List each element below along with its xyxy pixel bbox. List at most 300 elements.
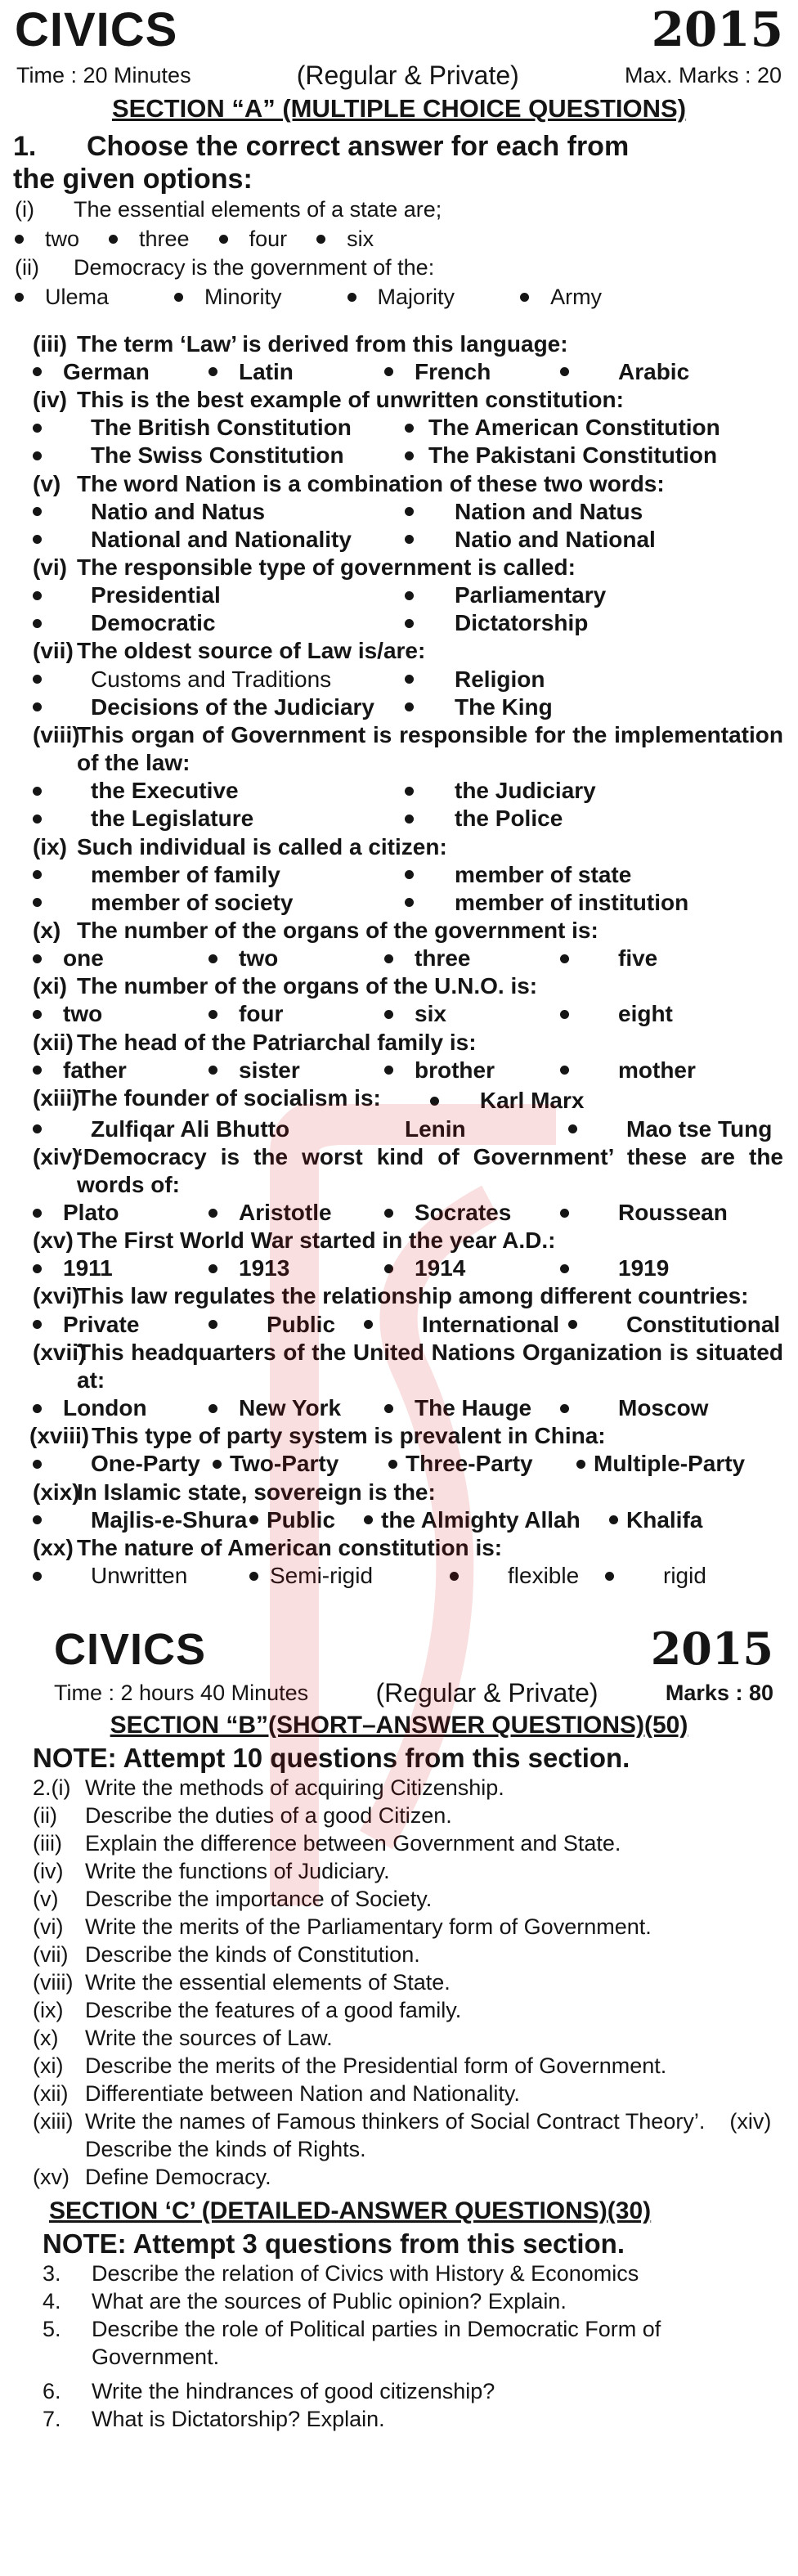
bullet-icon: [450, 1572, 459, 1581]
bullet-icon: [405, 815, 414, 824]
section-b-heading: SECTION “B”(SHORT–ANSWER QUESTIONS)(50): [110, 1712, 688, 1739]
bullet-icon: [384, 1264, 393, 1273]
mcq-item: [0, 1029, 798, 1057]
option: National and Nationality: [33, 526, 405, 554]
bullet-icon: [33, 1010, 42, 1019]
item-text: The founder of socialism is: Karl Marx: [77, 1084, 798, 1115]
item-number: (v): [33, 1887, 59, 1912]
item-number: (viii): [33, 1970, 74, 1995]
item-number: (vi): [33, 554, 67, 580]
bullet-icon: [33, 787, 42, 796]
marks-label: Marks : 80: [665, 1681, 773, 1706]
bullet-icon: [33, 367, 42, 376]
bullet-icon: [109, 235, 118, 244]
mcq-item: [0, 1422, 798, 1450]
item-text: Write the methods of acquiring Citizenship.: [85, 1775, 504, 1801]
option: The Hauge: [384, 1394, 560, 1422]
bullet-icon: [33, 535, 42, 544]
option: sister: [208, 1057, 384, 1084]
item-number: 3.: [43, 2261, 61, 2287]
bullet-icon: [316, 235, 325, 244]
question-1-heading: [0, 130, 798, 195]
bullet-icon: [405, 535, 414, 544]
options-row: [0, 1450, 798, 1478]
option: Three-Party: [388, 1450, 576, 1478]
option: German: [33, 358, 208, 386]
bullet-icon: [249, 1515, 258, 1524]
item-number: (xvi): [33, 1283, 80, 1309]
bullet-icon: [384, 1066, 393, 1075]
option: Nation and Natus: [405, 498, 643, 526]
item-number: (xiii): [33, 1084, 80, 1111]
item-text: Write the merits of the Parliamentary form of Government.: [85, 1914, 652, 1940]
item-number: (vi): [33, 1914, 64, 1940]
bullet-icon: [33, 424, 42, 433]
option: the Police: [405, 805, 563, 832]
item-text: Write the names of Famous thinkers of Social Contract Theory’. (xiv) Describe the kinds of Rights.: [85, 2109, 778, 2162]
option: Ulema: [15, 283, 109, 312]
item-number: 2.(i): [33, 1775, 71, 1801]
item-number: 5.: [43, 2317, 61, 2342]
options-row: [0, 1057, 798, 1084]
item-text: Describe the importance of Society.: [85, 1887, 433, 1912]
bullet-icon: [213, 1460, 222, 1469]
options-row: [0, 283, 798, 312]
question-item: [0, 2024, 798, 2052]
mcq-item: [0, 1227, 798, 1254]
bullet-icon: [405, 619, 414, 628]
item-text: What are the sources of Public opinion? Explain.: [92, 2289, 567, 2314]
item-number: (xii): [33, 2081, 69, 2107]
question-item: [0, 2377, 798, 2405]
item-text: ‘Democracy is the worst kind of Government’ these are the words of:: [77, 1143, 783, 1197]
mcq-item: [0, 833, 798, 861]
question-item: [0, 2163, 798, 2191]
bullet-icon: [208, 1209, 217, 1218]
item-text: What is Dictatorship? Explain.: [92, 2407, 385, 2432]
bullet-icon: [605, 1572, 614, 1581]
option: Zulfiqar Ali Bhutto: [33, 1115, 405, 1143]
bullet-icon: [33, 675, 42, 684]
item-text: Describe the merits of the Presidential form of Government.: [85, 2053, 667, 2079]
option: eight: [560, 1000, 673, 1028]
option: Dictatorship: [405, 609, 588, 637]
item-number: (xx): [33, 1534, 74, 1560]
question-item: [0, 1968, 798, 1996]
option: father: [33, 1057, 208, 1084]
options-row: [0, 1199, 798, 1227]
bullet-icon: [33, 1066, 42, 1075]
mcq-item: [0, 1084, 798, 1115]
bullet-icon: [15, 293, 24, 302]
item-number: (iv): [33, 1859, 64, 1884]
question-item: [0, 1996, 798, 2024]
bullet-icon: [430, 1097, 439, 1106]
option: The Pakistani Constitution: [405, 442, 717, 469]
question-item: [0, 2260, 798, 2287]
option: Latin: [208, 358, 384, 386]
options-row: [0, 581, 798, 637]
item-number: (xix): [33, 1479, 80, 1505]
bullet-icon: [568, 1320, 577, 1329]
paper-2-meta: [0, 1678, 798, 1708]
item-number: (x): [33, 2026, 59, 2051]
bullet-icon: [576, 1460, 585, 1469]
options-row: [0, 1506, 798, 1534]
item-text: Describe the duties of a good Citizen.: [85, 1803, 452, 1829]
option: Constitutional: [568, 1311, 780, 1339]
option: member of family: [33, 861, 405, 889]
item-number: (i): [15, 197, 34, 222]
item-text: Describe the kinds of Constitution.: [85, 1942, 420, 1968]
option: The American Constitution: [405, 414, 720, 442]
item-number: (ix): [33, 833, 67, 859]
item-text: In Islamic state, sovereign is the:: [77, 1479, 436, 1505]
question-item: [0, 2107, 798, 2163]
option: one: [33, 945, 208, 972]
item-number: (iii): [33, 330, 67, 357]
item-text: The number of the organs of the government is:: [77, 918, 598, 943]
bullet-icon: [33, 815, 42, 824]
question-item: [0, 1913, 798, 1941]
question-item: [0, 2080, 798, 2107]
option: rigid: [605, 1562, 706, 1590]
option: mother: [560, 1057, 696, 1084]
item-text: This law regulates the relationship among different countries:: [77, 1283, 749, 1309]
bullet-icon: [364, 1515, 373, 1524]
exam-year: 2015: [650, 1622, 773, 1676]
option: flexible: [450, 1562, 605, 1590]
bullet-icon: [33, 1515, 42, 1524]
mcq-item: [0, 1282, 798, 1310]
option: Presidential: [33, 581, 405, 609]
option: member of institution: [405, 889, 688, 917]
item-text: Such individual is called a citizen:: [77, 833, 447, 859]
bullet-icon: [208, 1066, 217, 1075]
bullet-icon: [384, 1010, 393, 1019]
bullet-icon: [174, 293, 183, 302]
option: the Legislature: [33, 805, 405, 832]
bullet-icon: [560, 1209, 569, 1218]
item-number: 4.: [43, 2289, 61, 2314]
item-text: This type of party system is prevalent in China:: [92, 1423, 606, 1449]
bullet-icon: [560, 1404, 569, 1413]
item-number: (xv): [33, 2165, 69, 2190]
exam-type: (Regular & Private): [375, 1678, 598, 1708]
item-text: Democracy is the government of the:: [74, 255, 435, 280]
bullet-icon: [384, 954, 393, 963]
item-number: (viii): [33, 721, 80, 747]
mcq-block-2: [0, 330, 798, 1590]
option: 1914: [384, 1254, 560, 1282]
option: Army: [520, 283, 602, 312]
item-number: 6.: [43, 2379, 61, 2404]
bullet-icon: [347, 293, 356, 302]
item-text: The term ‘Law’ is derived from this language:: [77, 330, 568, 357]
detailed-answer-list: [0, 2260, 798, 2433]
mcq-block-1: [0, 195, 798, 312]
bullet-icon: [33, 870, 42, 879]
bullet-icon: [33, 451, 42, 460]
options-row: [0, 861, 798, 917]
option: member of state: [405, 861, 631, 889]
section-b-note: NOTE: Attempt 10 questions from this section.: [33, 1743, 630, 1774]
bullet-icon: [520, 293, 529, 302]
mcq-item: [0, 554, 798, 581]
option: the Judiciary: [405, 777, 596, 805]
option: Unwritten: [33, 1562, 249, 1590]
option: International: [364, 1311, 568, 1339]
marks-label: Max. Marks : 20: [624, 63, 782, 88]
bullet-icon: [384, 1404, 393, 1413]
option: six: [316, 225, 374, 254]
bullet-icon: [560, 1010, 569, 1019]
options-row: [0, 1000, 798, 1028]
item-text: Explain the difference between Government and State.: [85, 1831, 621, 1856]
mcq-item: [0, 386, 798, 414]
option: Majlis-e-Shura: [33, 1506, 249, 1534]
item-text: Write the functions of Judiciary.: [85, 1859, 390, 1884]
option: the Executive: [33, 777, 405, 805]
bullet-icon: [364, 1320, 373, 1329]
question-item: [0, 1829, 798, 1857]
bullet-icon: [33, 898, 42, 907]
options-row: [0, 1311, 798, 1339]
option: Democratic: [33, 609, 405, 637]
option: Roussean: [560, 1199, 728, 1227]
item-text: The responsible type of government is called:: [77, 554, 576, 580]
paper-2: [0, 1622, 798, 2433]
bullet-icon: [609, 1515, 618, 1524]
bullet-icon: [208, 367, 217, 376]
bullet-icon: [33, 591, 42, 600]
question-item: [0, 1857, 798, 1885]
option: two: [15, 225, 79, 254]
item-number: (vii): [33, 638, 74, 664]
option: Decisions of the Judiciary: [33, 693, 405, 721]
item-number: 7.: [43, 2407, 61, 2432]
mcq-item: [0, 972, 798, 1000]
item-number: (xi): [33, 2053, 64, 2079]
item-number: (ii): [33, 1803, 57, 1829]
option: Public: [249, 1506, 364, 1534]
option: The King: [405, 693, 553, 721]
bullet-icon: [33, 1264, 42, 1273]
bullet-icon: [33, 1404, 42, 1413]
option: six: [384, 1000, 560, 1028]
bullet-icon: [33, 1124, 42, 1133]
item-text: The nature of American constitution is:: [77, 1534, 503, 1560]
question-item: [0, 2315, 798, 2371]
option: brother: [384, 1057, 560, 1084]
mcq-item: [0, 1479, 798, 1506]
item-number: (vii): [33, 1942, 69, 1968]
item-number: (xviii): [29, 1423, 90, 1449]
option: Religion: [405, 666, 545, 693]
option: Arabic: [560, 358, 689, 386]
mcq-item: [0, 1534, 798, 1562]
options-row: [0, 498, 798, 554]
item-text: The oldest source of Law is/are:: [77, 638, 426, 664]
bullet-icon: [560, 1264, 569, 1273]
option: Semi-rigid: [249, 1562, 450, 1590]
option: Natio and National: [405, 526, 656, 554]
options-row: [0, 1254, 798, 1282]
item-text: Differentiate between Nation and Nationality.: [85, 2081, 520, 2107]
item-text: This is the best example of unwritten constitution:: [77, 387, 624, 413]
mcq-item: [0, 470, 798, 498]
option: The Swiss Constitution: [33, 442, 405, 469]
time-label: Time : 2 hours 40 Minutes: [54, 1681, 309, 1706]
option: Parliamentary: [405, 581, 606, 609]
bullet-icon: [208, 1404, 217, 1413]
mcq-item: [0, 330, 798, 358]
exam-type: (Regular & Private): [296, 61, 519, 90]
section-c-heading: SECTION ‘C’ (DETAILED-ANSWER QUESTIONS)(30): [49, 2197, 652, 2225]
option: 1919: [560, 1254, 669, 1282]
option: three: [384, 945, 560, 972]
question-item: [0, 2052, 798, 2080]
option: Karl Marx: [430, 1087, 585, 1115]
item-number: (iii): [33, 1831, 62, 1856]
item-text: The head of the Patriarchal family is:: [77, 1029, 477, 1055]
option: One-Party: [33, 1450, 213, 1478]
option: four: [208, 1000, 384, 1028]
option: 1913: [208, 1254, 384, 1282]
item-text: Write the sources of Law.: [85, 2026, 333, 2051]
bullet-icon: [405, 591, 414, 600]
bullet-icon: [33, 1460, 42, 1469]
bullet-icon: [208, 1264, 217, 1273]
bullet-icon: [33, 619, 42, 628]
question-text-cont: the given options:: [13, 164, 253, 195]
question-item: [0, 1941, 798, 1968]
bullet-icon: [33, 1209, 42, 1218]
option: London: [33, 1394, 208, 1422]
bullet-icon: [560, 367, 569, 376]
item-text: Write the hindrances of good citizenship?: [92, 2379, 495, 2404]
option: Minority: [174, 283, 282, 312]
bullet-icon: [15, 235, 24, 244]
options-row: [0, 945, 798, 972]
item-number: (xv): [33, 1227, 74, 1254]
options-row: [0, 358, 798, 386]
option: Private: [33, 1311, 208, 1339]
option: Majority: [347, 283, 455, 312]
mcq-item: [0, 254, 798, 283]
bullet-icon: [33, 954, 42, 963]
bullet-icon: [568, 1124, 577, 1133]
options-row: [0, 1562, 798, 1590]
paper-2-title-row: [0, 1622, 798, 1675]
option: Socrates: [384, 1199, 560, 1227]
item-text: Describe the features of a good family.: [85, 1998, 462, 2023]
paper-1-title-row: [0, 0, 798, 57]
options-row: [0, 1394, 798, 1422]
item-text: Define Democracy.: [85, 2165, 271, 2190]
option: Khalifa: [609, 1506, 702, 1534]
item-number: (xiii): [33, 2109, 74, 2134]
options-row: [0, 225, 798, 254]
option: Multiple-Party: [576, 1450, 745, 1478]
option: two: [208, 945, 384, 972]
bullet-icon: [405, 870, 414, 879]
bullet-icon: [384, 1209, 393, 1218]
section-a-heading: SECTION “A” (MULTIPLE CHOICE QUESTIONS): [111, 94, 687, 123]
item-number: (v): [33, 470, 61, 496]
item-text: The word Nation is a combination of these two words:: [77, 470, 665, 496]
option: three: [109, 225, 190, 254]
bullet-icon: [219, 235, 228, 244]
option: Mao tse Tung: [568, 1115, 772, 1143]
options-row: [0, 414, 798, 469]
question-item: [0, 1802, 798, 1829]
question-number: 1.: [13, 131, 37, 162]
bullet-icon: [208, 1010, 217, 1019]
item-number: (xiv): [33, 1143, 80, 1169]
item-text: This headquarters of the United Nations Organization is situated at:: [77, 1339, 783, 1393]
option: Moscow: [560, 1394, 708, 1422]
option: Public: [208, 1311, 364, 1339]
option: French: [384, 358, 560, 386]
bullet-icon: [405, 787, 414, 796]
bullet-icon: [405, 675, 414, 684]
item-number: (xvii): [33, 1339, 87, 1365]
options-row: [0, 666, 798, 721]
subject-title: CIVICS: [54, 1625, 207, 1675]
bullet-icon: [33, 1320, 42, 1329]
item-text: Write the essential elements of State.: [85, 1970, 451, 1995]
item-number: (x): [33, 918, 61, 943]
option: Natio and Natus: [33, 498, 405, 526]
mcq-item: [0, 917, 798, 945]
mcq-item: [0, 1143, 798, 1199]
option: The British Constitution: [33, 414, 405, 442]
section-c-note: NOTE: Attempt 3 questions from this section.: [43, 2228, 625, 2260]
exam-year: 2015: [651, 2, 783, 57]
option: 1911: [33, 1254, 208, 1282]
bullet-icon: [208, 1320, 217, 1329]
item-text: This organ of Government is responsible for the implementation of the law:: [77, 721, 783, 776]
question-item: [0, 1885, 798, 1913]
bullet-icon: [405, 424, 414, 433]
option: Aristotle: [208, 1199, 384, 1227]
option: two: [33, 1000, 208, 1028]
option: Two-Party: [213, 1450, 388, 1478]
bullet-icon: [208, 954, 217, 963]
bullet-icon: [33, 702, 42, 711]
short-answer-list: [0, 1774, 798, 2191]
option: Plato: [33, 1199, 208, 1227]
question-item: [0, 1774, 798, 1802]
item-text: Describe the relation of Civics with History & Economics: [92, 2261, 639, 2287]
bullet-icon: [384, 367, 393, 376]
bullet-icon: [405, 702, 414, 711]
paper-1-meta: [0, 61, 798, 91]
item-text: Describe the role of Political parties in Democratic Form of Government.: [92, 2317, 661, 2370]
bullet-icon: [405, 898, 414, 907]
item-number: (iv): [33, 387, 67, 413]
question-item: [0, 2405, 798, 2433]
item-number: (ii): [15, 255, 39, 280]
option: five: [560, 945, 657, 972]
item-text: The First World War started in the year A.D.:: [77, 1227, 556, 1254]
bullet-icon: [560, 954, 569, 963]
subject-title: CIVICS: [15, 3, 178, 56]
mcq-item: [0, 195, 798, 225]
option: Lenin: [405, 1115, 466, 1142]
bullet-icon: [405, 451, 414, 460]
